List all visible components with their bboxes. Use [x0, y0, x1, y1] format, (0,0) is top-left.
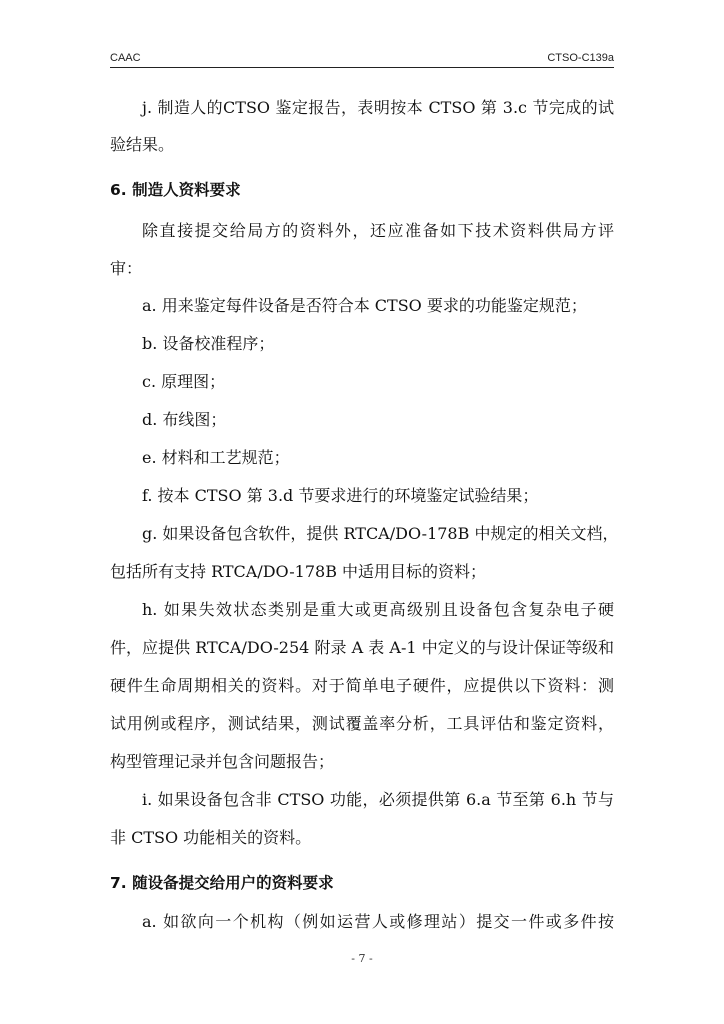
text-line: 构型管理记录并包含问题报告； — [110, 752, 335, 771]
list-item: a. 如欲向一个机构（例如运营人或修理站）提交一件或多件按 — [142, 912, 614, 931]
section-heading: 6. 制造人资料要求 — [110, 181, 241, 199]
text-line: 包括所有支持 RTCA/DO-178B 中适用目标的资料； — [110, 562, 487, 581]
text-line: 验结果。 — [110, 135, 175, 154]
text-line: 除直接提交给局方的资料外，还应准备如下技术资料供局方评 — [142, 221, 614, 240]
text-line: 硬件生命周期相关的资料。对于简单电子硬件，应提供以下资料：测 — [110, 676, 614, 695]
header-rule — [110, 67, 614, 68]
section-heading: 7. 随设备提交给用户的资料要求 — [110, 874, 334, 892]
text-line: 件，应提供 RTCA/DO-254 附录 A 表 A-1 中定义的与设计保证等级和 — [110, 638, 614, 657]
header-left: CAAC — [110, 52, 141, 64]
list-item: f. 按本 CTSO 第 3.d 节要求进行的环境鉴定试验结果； — [142, 486, 539, 505]
list-item: e. 材料和工艺规范； — [142, 448, 290, 467]
text-line: 试用例或程序，测试结果，测试覆盖率分析，工具评估和鉴定资料， — [110, 714, 614, 733]
header-right: CTSO-C139a — [547, 52, 614, 64]
list-item: d. 布线图； — [142, 410, 227, 429]
list-item: c. 原理图； — [142, 372, 226, 391]
list-item: g. 如果设备包含软件，提供 RTCA/DO-178B 中规定的相关文档， — [142, 524, 619, 543]
text-line: 非 CTSO 功能相关的资料。 — [110, 828, 312, 847]
text-line: 审： — [110, 259, 143, 278]
page-number: - 7 - — [351, 952, 373, 965]
list-item: b. 设备校准程序； — [142, 334, 275, 353]
list-item: i. 如果设备包含非 CTSO 功能，必须提供第 6.a 节至第 6.h 节与 — [142, 790, 614, 809]
text-line: j. 制造人的CTSO 鉴定报告，表明按本 CTSO 第 3.c 节完成的试 — [142, 98, 614, 117]
list-item: h. 如果失效状态类别是重大或更高级别且设备包含复杂电子硬 — [142, 600, 614, 619]
list-item: a. 用来鉴定每件设备是否符合本 CTSO 要求的功能鉴定规范； — [142, 296, 587, 315]
